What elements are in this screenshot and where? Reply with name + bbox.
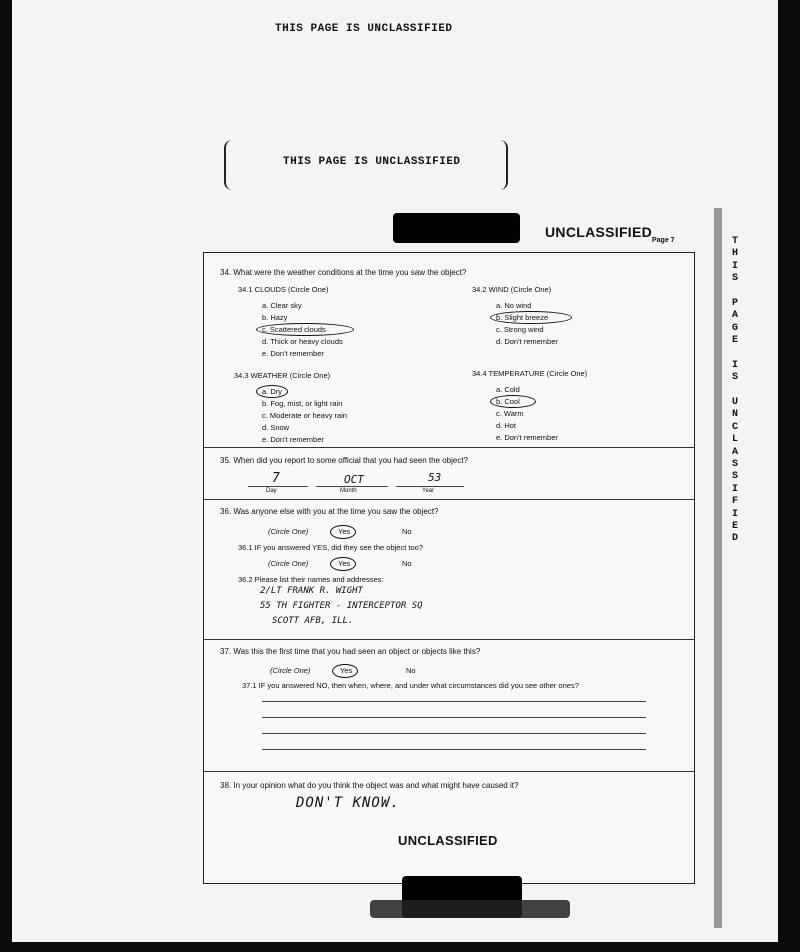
q37-circle-one: (Circle One) [270,666,311,675]
vertical-gap [727,286,743,298]
q34-question: 34. What were the weather conditions at the time you saw the object? [220,268,467,277]
vertical-banner-letter: A [731,310,738,322]
q361-question: 36.1 IF you answered YES, did they see the object too? [238,543,423,552]
q37-yes: Yes [340,666,353,675]
weather-option-c: c. Moderate or heavy rain [262,411,348,420]
q36-question: 36. Was anyone else with you at the time you saw the object? [220,507,439,516]
answer-line [262,749,646,750]
page-number: Page 7 [652,237,675,244]
q362-question: 36.2 Please list their names and addresses: [238,575,384,584]
companion-unit: 55 TH FIGHTER - INTERCEPTOR SQ [260,601,423,611]
wind-option-b: b. Slight breeze [496,313,549,322]
companion-address: SCOTT AFB, ILL. [272,616,354,626]
q34-temperature-title: 34.4 TEMPERATURE (Circle One) [472,369,588,378]
divider [204,499,694,500]
weather-option-b: b. Fog, mist, or light rain [262,399,343,408]
weather-option-d: d. Snow [262,423,290,432]
day-line [248,486,308,487]
q35-year-value: 53 [428,471,442,484]
year-label: Year [422,488,435,494]
q36-circle-one: (Circle One) [268,527,309,536]
divider [204,771,694,772]
q37-yes-circle [332,664,358,678]
weather-option-e: e. Don't remember [262,435,324,444]
clouds-option-c: c. Scattered clouds [262,325,326,334]
top-classification-banner: THIS PAGE IS UNCLASSIFIED [275,23,453,35]
vertical-classification-banner [727,236,743,546]
boxed-classification-banner: THIS PAGE IS UNCLASSIFIED [283,156,461,168]
vertical-banner-letter: G [731,322,738,334]
month-line [316,486,388,487]
temp-selection-circle [490,395,536,408]
vertical-banner-letter: S [731,273,738,285]
q34-clouds-title: 34.1 CLOUDS (Circle One) [238,285,329,294]
clouds-option-b: b. Hazy [262,313,288,322]
q35-question: 35. When did you report to some official that you had seen the object? [220,456,469,465]
wind-selection-circle [490,311,572,324]
vertical-banner-letter: I [731,483,738,495]
vertical-gap [727,385,743,397]
vertical-banner-letter: I [731,359,738,371]
month-label: Month [340,488,357,494]
vertical-banner-letter: E [731,335,738,347]
wind-option-a: a. No wind [496,301,532,310]
q37-no: No [406,666,416,675]
temp-option-b: b. Cool [496,397,520,406]
vertical-banner-letter: P [731,297,738,309]
temp-option-a: a. Cold [496,385,520,394]
vertical-banner-letter: T [731,236,738,247]
vertical-gap [727,348,743,360]
divider [204,639,694,640]
q34-weather-title: 34.3 WEATHER (Circle One) [234,371,331,380]
clouds-option-a: a. Clear sky [262,301,302,310]
divider [204,447,694,448]
companion-name: 2/LT FRANK R. WIGHT [260,586,363,596]
temp-option-c: c. Warm [496,409,524,418]
vertical-banner-letter: L [731,434,738,446]
q35-day-value: 7 [272,471,280,486]
redaction-top [393,213,520,243]
vertical-banner-letter: C [731,421,738,433]
temp-option-e: e. Don't remember [496,433,558,442]
wind-option-d: d. Don't remember [496,337,558,346]
q361-circle-one: (Circle One) [268,559,309,568]
header-classification: UNCLASSIFIED [545,224,653,240]
vertical-banner-letter: N [731,409,738,421]
answer-line [262,733,646,734]
answer-line [262,717,646,718]
vertical-banner-letter: S [731,459,738,471]
q361-no: No [402,559,412,568]
weather-option-a: a. Dry [262,387,283,396]
q36-yes: Yes [338,527,351,536]
vertical-banner-letter: E [731,520,738,532]
vertical-banner-letter: U [731,397,738,409]
vertical-banner-letter: F [731,496,738,508]
vertical-banner-letter: A [731,446,738,458]
q38-answer: DON'T KNOW. [296,795,400,811]
clouds-selection-circle [256,323,354,336]
day-label: Day [266,488,277,494]
vertical-banner-letter: I [731,260,738,272]
q371-question: 37.1 IF you answered NO, then when, where, and under what circumstances did you see other ones? [242,681,579,690]
q361-yes: Yes [338,559,351,568]
weather-selection-circle [256,385,288,398]
page-edge-strip [714,208,722,928]
q34-wind-title: 34.2 WIND (Circle One) [472,285,552,294]
vertical-banner-letter: H [731,248,738,260]
form-footer-classification: UNCLASSIFIED [398,833,498,848]
vertical-banner-letter: I [731,508,738,520]
vertical-banner-letter: D [731,533,738,545]
q38-question: 38. In your opinion what do you think the object was and what might have caused it? [220,781,519,790]
year-line [396,486,464,487]
vertical-banner-letter: S [731,372,738,384]
vertical-banner-letter: S [731,471,738,483]
q36-no: No [402,527,412,536]
q37-question: 37. Was this the first time that you had seen an object or objects like this? [220,647,481,656]
questionnaire-form [203,252,695,884]
q361-yes-circle [330,557,356,571]
temp-option-d: d. Hot [496,421,517,430]
q36-yes-circle [330,525,356,539]
wind-option-c: c. Strong wind [496,325,544,334]
clouds-option-e: e. Don't remember [262,349,324,358]
redaction-bottom-shadow [370,900,570,918]
answer-line [262,701,646,702]
q35-month-value: OCT [344,473,364,486]
clouds-option-d: d. Thick or heavy clouds [262,337,343,346]
